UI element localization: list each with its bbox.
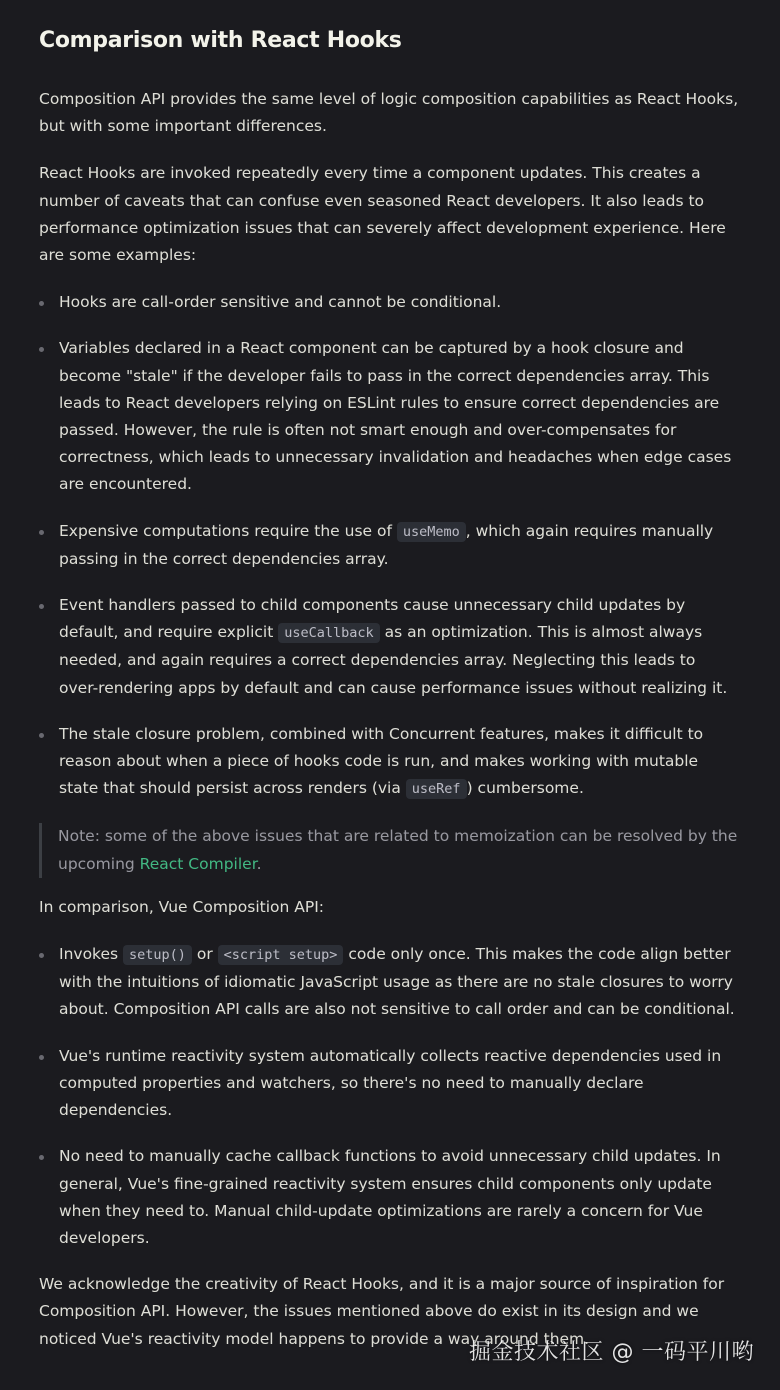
list-item-text: No need to manually cache callback functions to avoid unnecessary child updates. In general, Vue's fine-grained reactivity system ensures child components only update when they need to. Manual child-update optimizations are rarely a concern for Vue developers. bbox=[59, 1147, 721, 1247]
list-item-text: Vue's runtime reactivity system automatically collects reactive dependencies used in computed properties and watchers, so there's no need to manually declare dependencies. bbox=[59, 1046, 722, 1120]
list-item-text: The stale closure problem, combined with Concurrent features, makes it difficult to reason about when a piece of hooks code is run, and makes working with mutable state that should persist across renders (via bbox=[59, 724, 704, 798]
note-end: . bbox=[256, 854, 262, 873]
list-item-text: or bbox=[191, 945, 218, 964]
react-issues-list bbox=[39, 289, 739, 803]
list-item-text: Variables declared in a React component can be captured by a hook closure and become "stale" if the developer fails to pass in the correct dependencies array. This leads to React developers relying on ESLint rules to ensure correct dependencies are passed. However, the rule is often not smart enough and over-compensates for correctness, which leads to unnecessary invalidation and headaches when edge cases are encountered. bbox=[59, 339, 732, 494]
bullet-icon bbox=[39, 347, 44, 352]
list-item-text: Invokes bbox=[59, 945, 124, 964]
list-item-text: , which again requires manually passing in the correct dependencies array. bbox=[59, 521, 714, 568]
inline-code-script-setup: <script setup> bbox=[218, 945, 344, 965]
list-item bbox=[39, 289, 739, 316]
note-text: Note: some of the above issues that are related to memoization can be resolved by the upcoming bbox=[58, 827, 738, 873]
list-item bbox=[39, 518, 739, 573]
section-heading: Comparison with React Hooks bbox=[39, 28, 402, 53]
list-item-text: ) cumbersome. bbox=[466, 779, 584, 798]
note-blockquote bbox=[39, 823, 739, 877]
list-item-text: Expensive computations require the use of bbox=[59, 521, 397, 540]
list-item-text: code only once. This makes the code align better with the intuitions of idiomatic JavaScript usage as there are no stale closures to worry about. Composition API calls are also not sensitive to call order and can be conditional. bbox=[59, 945, 735, 1019]
list-item bbox=[39, 941, 739, 1024]
watermark: 掘金技术社区 @ 一码平川哟 bbox=[469, 1340, 754, 1365]
react-issues-intro: React Hooks are invoked repeatedly every time a component updates. This creates a number of caveats that can confuse even seasoned React developers. It also leads to performance optimization issues that can severely affect development experience. Here are some examples: bbox=[39, 164, 726, 265]
bullet-icon bbox=[39, 530, 44, 535]
list-item bbox=[39, 335, 739, 498]
list-item bbox=[39, 592, 739, 702]
vue-intro-paragraph: In comparison, Vue Composition API: bbox=[39, 897, 324, 916]
conclusion-paragraph: We acknowledge the creativity of React Hooks, and it is a major source of inspiration for Composition API. However, the issues mentioned above do exist in its design and we noticed Vue's reactivity model happens to provide a way around them. bbox=[39, 1275, 725, 1348]
inline-code-setup: setup() bbox=[123, 945, 192, 965]
react-compiler-link[interactable]: React Compiler bbox=[139, 854, 257, 873]
bullet-icon bbox=[39, 301, 44, 306]
inline-code-usememo: useMemo bbox=[397, 522, 466, 542]
inline-code-usecallback: useCallback bbox=[278, 623, 379, 643]
bullet-icon bbox=[39, 604, 44, 609]
list-item bbox=[39, 1143, 739, 1252]
bullet-icon bbox=[39, 1155, 44, 1160]
list-item bbox=[39, 1043, 739, 1125]
bullet-icon bbox=[39, 733, 44, 738]
list-item-text: Event handlers passed to child components cause unnecessary child updates by default, and require explicit bbox=[59, 596, 686, 642]
list-item-text: Hooks are call-order sensitive and cannot be conditional. bbox=[59, 293, 502, 312]
list-item-text: as an optimization. This is almost always needed, and again requires a correct dependencies array. Neglecting this leads to over-rendering apps by default and can cause performance issues without realizing it. bbox=[59, 623, 728, 697]
vue-points-list bbox=[39, 941, 739, 1252]
inline-code-useref: useRef bbox=[406, 779, 467, 799]
intro-paragraph: Composition API provides the same level of logic composition capabilities as React Hooks, but with some important differences. bbox=[39, 90, 739, 136]
article bbox=[39, 0, 739, 1353]
list-item bbox=[39, 721, 739, 804]
bullet-icon bbox=[39, 1055, 44, 1060]
bullet-icon bbox=[39, 953, 44, 958]
